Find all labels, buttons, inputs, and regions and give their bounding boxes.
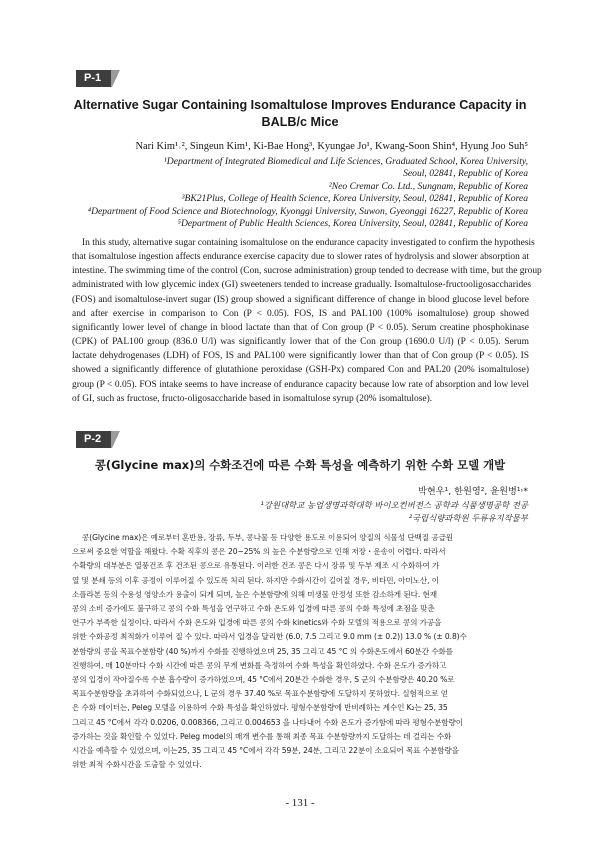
affiliations-p1	[88, 156, 528, 230]
abstract-line: 은 수화 데이터는, Peleg 모델을 이용하여 수화 특성을 확인하였다. 평형수분함량에 반비례하는 계수인 K₂는 25, 35	[72, 703, 448, 713]
abstract-line: 위한 최적 수화시간을 도출할 수 있었다.	[72, 760, 202, 770]
abstract-body-p1	[72, 236, 542, 406]
abstract-line: 소플라본 등의 수용성 영양소가 용출이 되게 되며, 높은 수분함량에 의해 미생물 안정성 또한 감소하게 된다. 현재	[72, 589, 437, 599]
abstract-badge-p2	[76, 431, 123, 448]
affiliations-p2	[261, 499, 528, 525]
abstract-title-p1: Alternative Sugar Containing Isomaltulose Improves Endurance Capacity in BALB/c Mice	[73, 98, 527, 129]
abstract-line: significantly lower level of change in blood lactate than that of Con group (P < 0.05). Serum creatine phosphokinase	[72, 322, 529, 333]
abstract-line: 콩의 소비 증가에도 불구하고 콩의 수화 특성을 연구하고 수화 온도와 입경에 따른 콩의 수화 특성에 초점을 맞춘	[72, 604, 435, 614]
abstract-line: and after exercise in comparison to Con (P < 0.05). FOS, IS and PAL100 (100% isomaltulose) group showed	[72, 308, 529, 319]
badge-label: P-1	[76, 70, 111, 87]
abstract-line: (FOS) and isomaltulose-invert sugar (IS) group showed a significant difference of change in blood glucose level before	[72, 294, 529, 305]
affiliation-line: Seoul, 02841, Republic of Korea	[403, 168, 528, 180]
badge-tail-decoration	[111, 70, 123, 87]
abstract-line: 시간을 예측할 수 있었으며, 이는25, 35 그리고 45 °C에서 각각 59분, 24분, 그리고 22분이 소요되어 목표 수분함량을	[72, 746, 459, 756]
abstract-line: intestine. The swimming time of the control (Con, sucrose administration) group tended to decrease with time, but the group	[72, 266, 542, 277]
abstract-line: 진행하여, 매 10분마다 수화 시간에 따른 콩의 무게 변화를 측정하여 수화 특성을 확인하였다. 수화 온도가 증가하고	[72, 660, 447, 670]
abstract-line: 목표수분함량을 초과하여 수화되었으나, L 군의 경우 37.40 %로 목표수분함량에 도달하지 못하였다. 실험적으로 얻	[72, 689, 449, 699]
abstract-line: 콩의 입경이 작아질수록 수분 흡수량이 증가하였으며, 45 °C에서 20분간 수화한 경우, S 군의 수분함량은 40.20 %로	[72, 675, 455, 685]
abstract-line: group (P < 0.05). FOS intake seems to have increase of endurance capacity because low rate of absorption and low level	[72, 379, 529, 390]
abstract-line: 으로써 중요한 역할을 해왔다. 수확 직후의 콩은 20~25% 의 높은 수분함량으로 인해 저장・운송이 어렵다. 따라서	[72, 547, 446, 557]
abstract-body-p2	[72, 531, 529, 772]
abstract-line: of GI, such as fructose, fructo-oligosaccharide based in isomaltulose syrup (20% isomaltulose).	[72, 393, 433, 404]
abstract-line: lactate dehydrogenases (LDH) of FOS, IS and PAL100 were significantly lower than that of Con group (P < 0.05). IS	[72, 351, 529, 362]
abstract-line: administrated with low glycemic index (GI) sweeteners tended to increase gradually. Isomaltulose-fructooligosaccharides	[72, 280, 532, 291]
author-list-p2: 박현우¹, 한원영², 윤원병¹˒*	[417, 486, 528, 497]
affiliation-line: ³BK21Plus, College of Health Science, Korea University, Seoul, 02841, Republic of Korea	[181, 193, 528, 205]
abstract-line: In this study, alternative sugar containing isomaltulose on the endurance capacity investigated to confirm the hypothesis	[82, 238, 535, 248]
abstract-badge-p1	[76, 70, 123, 87]
badge-label: P-2	[76, 431, 111, 448]
badge-tail-decoration	[111, 431, 123, 448]
abstract-line: showed a significantly difference of glutathione peroxidase (GSH-Px) compared Con and PAL20 (20% isomaltulose)	[72, 365, 529, 376]
abstract-line: 증가하는 것을 확인할 수 있었다. Peleg model의 매개 변수를 통해 최종 목표 수분함량까지 도달하는 데 걸리는 수화	[72, 731, 452, 741]
affiliation-line: ²Neo Cremar Co. Ltd., Sungnam, Republic of Korea	[328, 180, 528, 192]
affiliation-line: ¹강원대학교 농업생명과학대학 바이오컨버전스 공학과 식품생명공학 전공	[260, 500, 528, 510]
abstract-line: 위한 수화공정 최적화가 이루어 질 수 있다. 따라서 입경을 달리한 (6.0, 7.5 그리고 9.0 mm (± 0.2)) 13.0 % (± 0.8)수	[72, 632, 467, 642]
affiliation-line: ⁴Department of Food Science and Biotechnology, Kyonggi University, Suwon, Gyeonggi 16227, Republic of Korea	[87, 205, 528, 217]
abstract-line: 분함량의 콩을 목표수분함량 (40 %)까지 수화를 진행하였으며 25, 35 그리고 45 °C 의 수화온도에서 60분간 수화를	[72, 646, 454, 656]
abstract-title-p2: 콩(Glycine max)의 수화조건에 따른 수화 특성을 예측하기 위한 수화 모델 개발	[94, 458, 506, 472]
affiliation-line: ⁵Department of Public Health Sciences, Korea University, Seoul, 02841, Republic of Korea	[177, 218, 528, 230]
abstract-line: 열 및 분쇄 등의 이후 공정이 이루어질 수 있도록 처리 된다. 하지만 수화시간이 길어질 경우, 비타민, 아미노산, 이	[72, 575, 439, 585]
author-list-p1: Nari Kim¹˒², Singeun Kim¹, Ki-Bae Hong³, Kyungae Jo¹, Kwang-Soon Shin⁴, Hyung Joo Suh⁵	[135, 141, 528, 152]
abstract-line: that isomaltulose ingestion affects endurance exercise capacity due to slower rates of hydrolysis and slower absorption at	[72, 252, 529, 263]
abstract-line: 연구가 부족한 실정이다. 따라서 수화 온도와 입경에 따른 콩의 수화 kinetics와 수화 모델의 적용으로 콩의 가공을	[72, 618, 442, 628]
affiliation-line: ¹Department of Integrated Biomedical and Life Sciences, Graduated School, Korea University,	[163, 156, 528, 167]
affiliation-line: ²국립식량과학원 두류유지작물부	[408, 513, 528, 523]
abstract-line: 그리고 45 °C에서 각각 0.0206, 0.008366, 그리고 0.004653 을 나타내어 수화 온도가 증가함에 따라 평형수분함량이	[72, 717, 463, 727]
abstract-line: 콩(Glycine max)은 예로부터 혼반용, 장류, 두부, 콩나물 등 다양한 용도로 이용되어 양질의 식물성 단백질 공급원	[82, 533, 454, 542]
abstract-line: (CPK) of PAL100 group (836.0 U/l) was significantly lower that of the Con group (1690.0 U/l) (P < 0.05). Serum	[72, 337, 529, 348]
abstract-line: 수확량의 대부분은 열풍건조 후 건조된 콩으로 유통된다. 이러한 건조 콩은 다시 장류 및 두부 제조 시 수화하여 가	[72, 561, 440, 571]
page-number: - 131 -	[285, 797, 315, 809]
